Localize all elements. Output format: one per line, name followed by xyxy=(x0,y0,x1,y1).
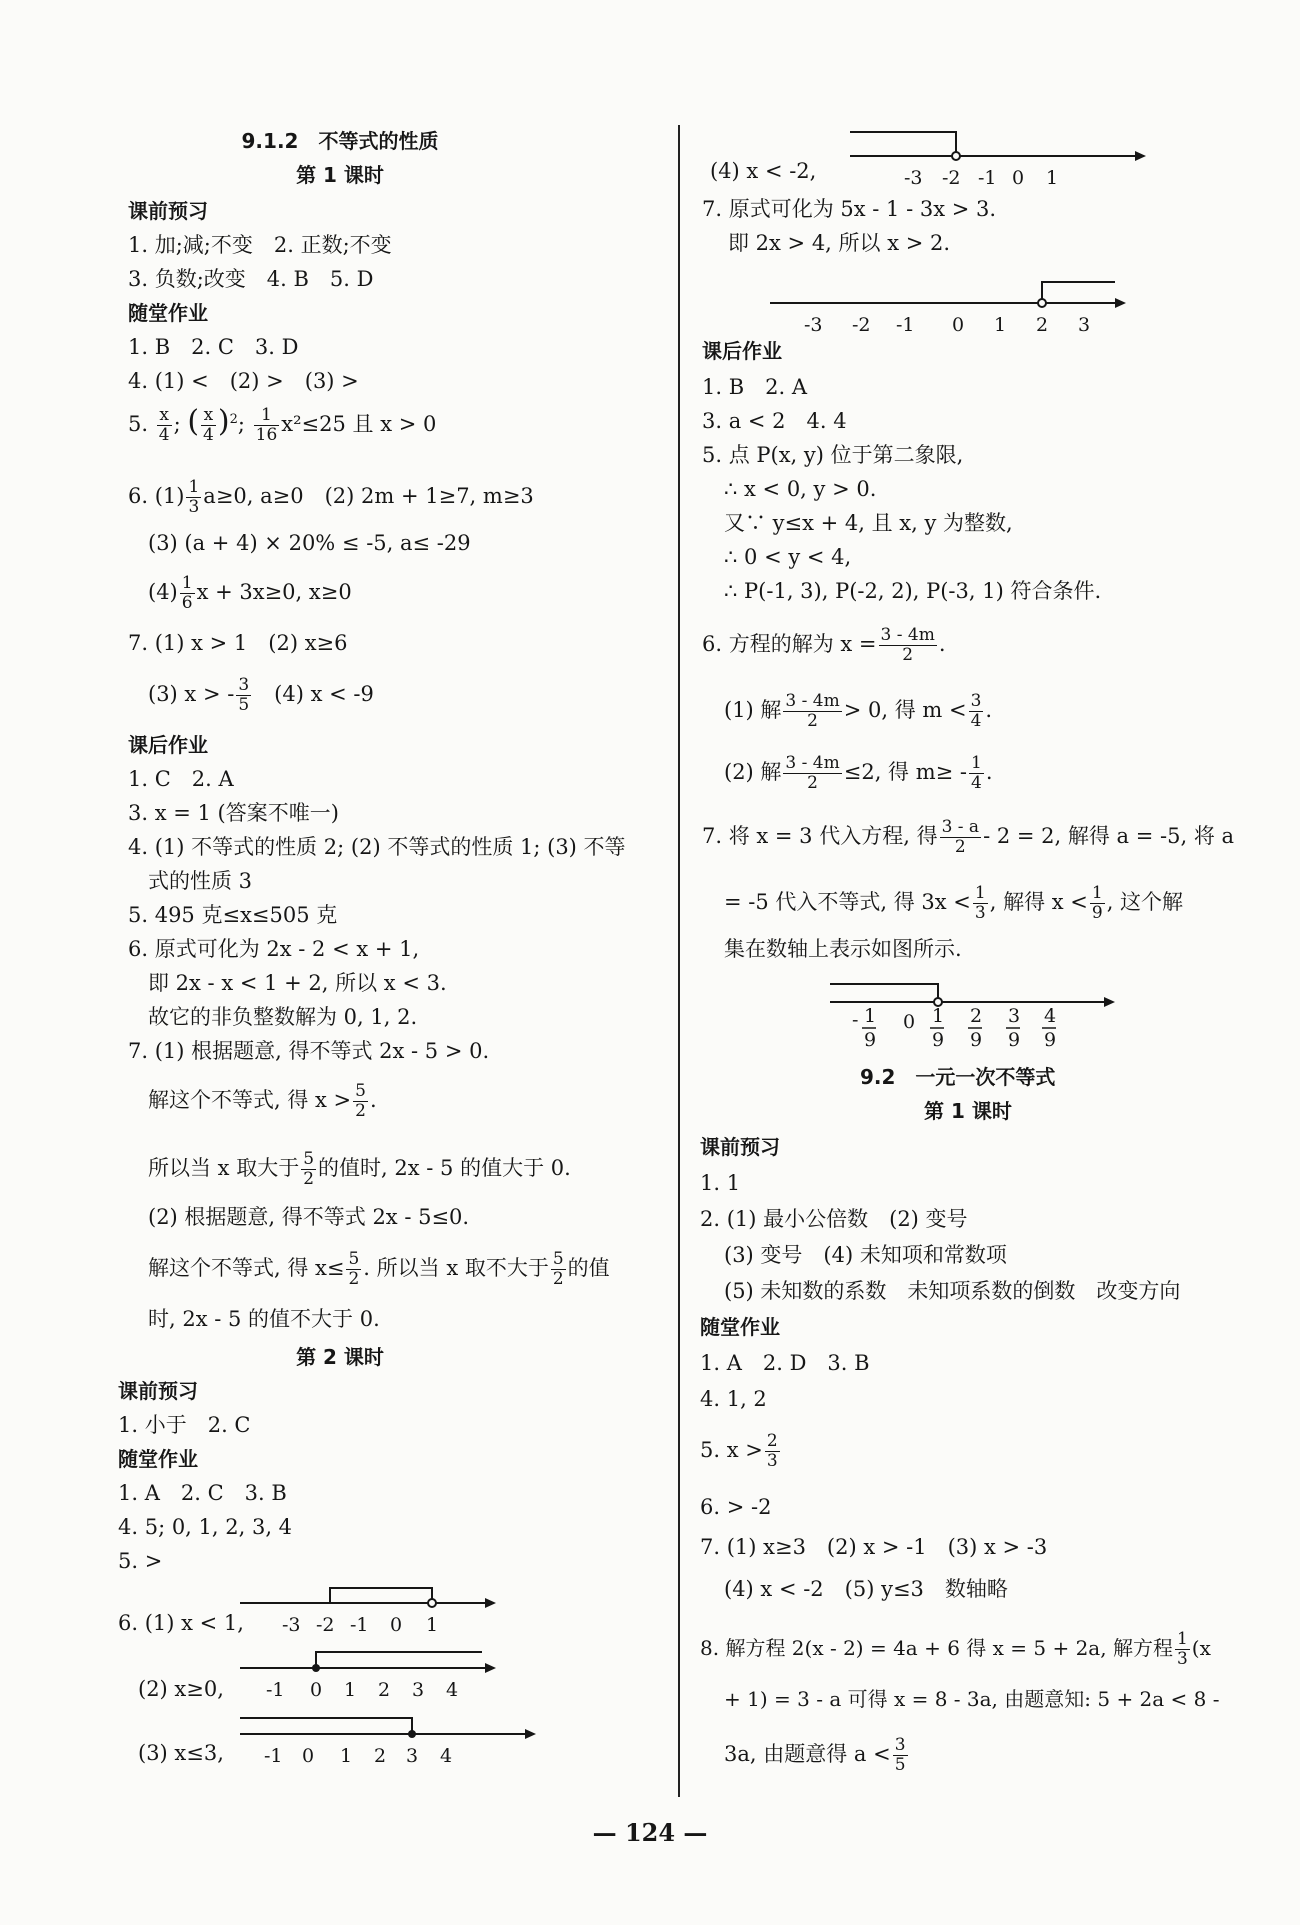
heading-in-class: 随堂作业 xyxy=(700,1315,780,1339)
section-title: 9.2 一元一次不等式 xyxy=(860,1065,1056,1089)
answer-line: 1. A 2. C 3. B xyxy=(118,1481,287,1505)
svg-text:2: 2 xyxy=(378,1679,391,1701)
answer-line: 5. > xyxy=(118,1549,163,1573)
lesson-heading: 第 1 课时 xyxy=(296,163,384,187)
fraction: $\frac{1}{6}$ xyxy=(181,573,193,613)
svg-text:1: 1 xyxy=(994,314,1007,336)
svg-text:-1: -1 xyxy=(264,1745,283,1767)
answer-7a-right: 7. 将 x = 3 代入方程, 得 $\frac{3 - a}{2}$ - 2 = 2, 解得 a = -5, 将 a xyxy=(702,817,1235,857)
answer-line: 7. (1) 根据题意, 得不等式 2x - 5 > 0. xyxy=(128,1039,490,1063)
answer-7b-right: = -5 代入不等式, 得 3x < $\frac{1}{3}$ , 解得 x < $\frac{1}{9}$ , 这个解 xyxy=(724,883,1184,923)
heading-pre-study: 课前预习 xyxy=(700,1135,780,1159)
fraction: $\frac{1}{16}$ xyxy=(255,405,278,445)
answer-line: 1. 1 xyxy=(700,1171,741,1195)
lesson-heading: 第 1 课时 xyxy=(924,1099,1012,1123)
fraction: $\frac{5}{2}$ xyxy=(552,1249,564,1289)
heading-in-class: 随堂作业 xyxy=(128,301,208,325)
svg-text:9: 9 xyxy=(1044,1029,1057,1051)
svg-text:-3: -3 xyxy=(282,1614,301,1636)
svg-text:9: 9 xyxy=(932,1029,945,1051)
answer-line: 6. 原式可化为 2x - 2 < x + 1, xyxy=(128,937,420,961)
answer-line: 4. 1, 2 xyxy=(700,1387,767,1411)
svg-text:0: 0 xyxy=(903,1011,916,1033)
svg-text:1: 1 xyxy=(1046,167,1059,189)
svg-text:1: 1 xyxy=(340,1745,353,1767)
fraction: $\frac{3}{4}$ xyxy=(970,691,982,731)
fraction: $\frac{3}{5}$ xyxy=(894,1735,906,1775)
answer-5-right: 5. x > $\frac{2}{3}$ xyxy=(700,1431,778,1471)
answer-8c: 3a, 由题意得 a < $\frac{3}{5}$ xyxy=(724,1735,906,1775)
right-column xyxy=(680,0,1300,1925)
answer-line: (4) x < -2, xyxy=(710,159,817,183)
heading-in-class: 随堂作业 xyxy=(118,1447,198,1471)
answer-line: 1. B 2. A xyxy=(702,375,808,399)
answer-line: 集在数轴上表示如图所示. xyxy=(724,937,962,961)
svg-text:3: 3 xyxy=(406,1745,419,1767)
answer-line: ∴ P(-1, 3), P(-2, 2), P(-3, 1) 符合条件. xyxy=(724,579,1102,603)
answer-line: 2. (1) 最小公倍数 (2) 变号 xyxy=(700,1207,968,1231)
svg-text:3: 3 xyxy=(412,1679,425,1701)
answer-line: 故它的非负整数解为 0, 1, 2. xyxy=(148,1005,418,1029)
fraction: $\frac{3 - 4m}{2}$ xyxy=(785,753,840,793)
svg-text:3: 3 xyxy=(1078,314,1091,336)
fraction: $\frac{1}{3}$ xyxy=(188,477,200,517)
svg-text:2: 2 xyxy=(374,1745,387,1767)
heading-pre-study: 课前预习 xyxy=(118,1379,198,1403)
answer-line: + 1) = 3 - a 可得 x = 8 - 3a, 由题意知: 5 + 2a < 8 - xyxy=(724,1687,1220,1711)
svg-text:-2: -2 xyxy=(852,314,871,336)
svg-text:4: 4 xyxy=(446,1679,459,1701)
answer-line: 又∵ y≤x + 4, 且 x, y 为整数, xyxy=(724,511,1013,535)
answer-7e-line: 解这个不等式, 得 x≤ $\frac{5}{2}$ . 所以当 x 取不大于 $\frac{5}{2}$ 的值 xyxy=(148,1249,610,1289)
number-line xyxy=(770,268,1130,334)
svg-text:2: 2 xyxy=(970,1005,983,1027)
svg-text:0: 0 xyxy=(390,1614,403,1636)
svg-text:9: 9 xyxy=(1008,1029,1021,1051)
svg-text:0: 0 xyxy=(1012,167,1025,189)
svg-text:4: 4 xyxy=(1044,1005,1057,1027)
lesson-heading: 第 2 课时 xyxy=(296,1345,384,1369)
svg-text:9: 9 xyxy=(864,1029,877,1051)
answer-6-1: 6. (1) $\frac{1}{3}$ a≥0, a≥0 (2) 2m + 1≥7, m≥3 xyxy=(128,477,534,517)
number-line xyxy=(850,124,1150,189)
svg-text:-1: -1 xyxy=(896,314,915,336)
answer-line: 6. > -2 xyxy=(700,1495,772,1519)
fraction: $\frac{3}{5}$ xyxy=(238,675,250,715)
answer-8a: 8. 解方程 2(x - 2) = 4a + 6 得 x = 5 + 2a, 解方程 $\frac{1}{3}$ (x xyxy=(700,1629,1211,1669)
heading-pre-study: 课前预习 xyxy=(128,199,208,223)
svg-text:-2: -2 xyxy=(942,167,961,189)
answer-line: ∴ 0 < y < 4, xyxy=(724,545,852,569)
answer-7c-line: 所以当 x 取大于 $\frac{5}{2}$ 的值时, 2x - 5 的值大于 0. xyxy=(148,1149,571,1189)
fraction: $\frac{5}{2}$ xyxy=(348,1249,360,1289)
answer-7b-line: 解这个不等式, 得 x > $\frac{5}{2}$ . xyxy=(148,1081,377,1121)
answer-line: 即 2x > 4, 所以 x > 2. xyxy=(728,231,951,255)
answer-line: (3) (a + 4) × 20% ≤ -5, a≤ -29 xyxy=(148,531,471,555)
fraction: $\frac{5}{2}$ xyxy=(303,1149,315,1189)
svg-text:-1: -1 xyxy=(266,1679,285,1701)
answer-line: 3. x = 1 (答案不唯一) xyxy=(128,801,339,825)
answer-line: 4. (1) < (2) > (3) > xyxy=(128,369,359,393)
fraction: $\frac{x}{4}$ xyxy=(158,405,170,445)
svg-text:4: 4 xyxy=(440,1745,453,1767)
svg-text:0: 0 xyxy=(310,1679,323,1701)
fraction: $\frac{2}{3}$ xyxy=(766,1431,778,1471)
answer-line: 4. 5; 0, 1, 2, 3, 4 xyxy=(118,1515,293,1539)
answer-line: 7. (1) x > 1 (2) x≥6 xyxy=(128,631,348,655)
number-line xyxy=(240,1642,500,1702)
number-line xyxy=(240,1706,540,1766)
svg-text:-3: -3 xyxy=(904,167,923,189)
answer-line: 即 2x - x < 1 + 2, 所以 x < 3. xyxy=(148,971,447,995)
answer-line: 1. 小于 2. C xyxy=(118,1413,251,1437)
number-line xyxy=(240,1580,500,1640)
answer-line: 1. B 2. C 3. D xyxy=(128,335,299,359)
svg-text:3: 3 xyxy=(1008,1005,1021,1027)
answer-line: (2) 根据题意, 得不等式 2x - 5≤0. xyxy=(148,1205,470,1229)
fraction: $\frac{1}{4}$ xyxy=(971,753,982,793)
section-title: 9.1.2 不等式的性质 xyxy=(241,129,439,153)
svg-text:1: 1 xyxy=(426,1614,439,1636)
answer-line: 3. 负数;改变 4. B 5. D xyxy=(128,267,374,291)
svg-text:1: 1 xyxy=(864,1005,877,1027)
answer-6-right: 6. 方程的解为 x = $\frac{3 - 4m}{2}$ . xyxy=(702,625,946,665)
answer-line: 7. 原式可化为 5x - 1 - 3x > 3. xyxy=(702,197,997,221)
svg-text:0: 0 xyxy=(302,1745,315,1767)
page-number: — 124 — xyxy=(592,1818,708,1847)
answer-line: 时, 2x - 5 的值不大于 0. xyxy=(148,1307,380,1331)
heading-after-class: 课后作业 xyxy=(128,733,208,757)
answer-line: (3) 变号 (4) 未知项和常数项 xyxy=(724,1243,1007,1267)
fraction: $\frac{1}{3}$ xyxy=(1176,1629,1188,1669)
svg-text:2: 2 xyxy=(1036,314,1049,336)
fraction: $\frac{5}{2}$ xyxy=(355,1081,366,1121)
svg-text:-: - xyxy=(852,1009,859,1031)
answer-6-1-right: (1) 解 $\frac{3 - 4m}{2}$ > 0, 得 m < $\frac{3}{4}$ . xyxy=(724,691,993,731)
svg-text:-3: -3 xyxy=(804,314,823,336)
svg-text:9: 9 xyxy=(970,1029,983,1051)
answer-line: 6. (1) x < 1, xyxy=(118,1611,244,1635)
fraction: $\frac{x}{4}$ xyxy=(203,405,214,445)
answer-5: 5. $\frac{x}{4}$ ; ( $\frac{x}{4}$ )$^2$; $\frac{1}{16}$ x²≤25 且 x > 0 xyxy=(128,404,437,445)
svg-text:0: 0 xyxy=(952,314,965,336)
answer-line: (2) x≥0, xyxy=(138,1677,224,1701)
answer-line: ∴ x < 0, y > 0. xyxy=(724,477,877,501)
answer-line: 1. C 2. A xyxy=(128,767,234,791)
answer-line: 4. (1) 不等式的性质 2; (2) 不等式的性质 1; (3) 不等 xyxy=(128,835,626,859)
answer-line: 1. 加;减;不变 2. 正数;不变 xyxy=(128,233,392,257)
fraction: $\frac{1}{9}$ xyxy=(1091,883,1103,923)
answer-line: (4) x < -2 (5) y≤3 数轴略 xyxy=(724,1577,1008,1601)
answer-line: 3. a < 2 4. 4 xyxy=(702,409,847,433)
answer-7b: (3) x > - $\frac{3}{5}$ (4) x < -9 xyxy=(148,675,374,715)
number-line xyxy=(830,970,1120,1052)
answer-line: 5. 点 P(x, y) 位于第二象限, xyxy=(702,443,964,467)
svg-text:1: 1 xyxy=(932,1005,945,1027)
answer-6-4: (4) $\frac{1}{6}$ x + 3x≥0, x≥0 xyxy=(148,573,352,613)
fraction: $\frac{3 - 4m}{2}$ xyxy=(785,691,840,731)
answer-6-2-right: (2) 解 $\frac{3 - 4m}{2}$ ≤2, 得 m≥ - $\frac{1}{4}$ . xyxy=(724,753,993,793)
fraction: $\frac{3 - a}{2}$ xyxy=(941,817,980,857)
svg-text:-1: -1 xyxy=(350,1614,369,1636)
svg-text:-1: -1 xyxy=(978,167,997,189)
answer-line: 7. (1) x≥3 (2) x > -1 (3) x > -3 xyxy=(700,1535,1048,1559)
answer-line: 式的性质 3 xyxy=(148,869,253,893)
answer-line: (5) 未知数的系数 未知项系数的倒数 改变方向 xyxy=(724,1279,1181,1303)
heading-after-class: 课后作业 xyxy=(702,339,782,363)
fraction: $\frac{3 - 4m}{2}$ xyxy=(880,625,935,665)
answer-line: (3) x≤3, xyxy=(138,1741,224,1765)
fraction: $\frac{1}{3}$ xyxy=(974,883,986,923)
answer-line: 5. 495 克≤x≤505 克 xyxy=(128,903,338,927)
svg-text:-2: -2 xyxy=(316,1614,335,1636)
svg-text:1: 1 xyxy=(344,1679,357,1701)
answer-line: 1. A 2. D 3. B xyxy=(700,1351,870,1375)
